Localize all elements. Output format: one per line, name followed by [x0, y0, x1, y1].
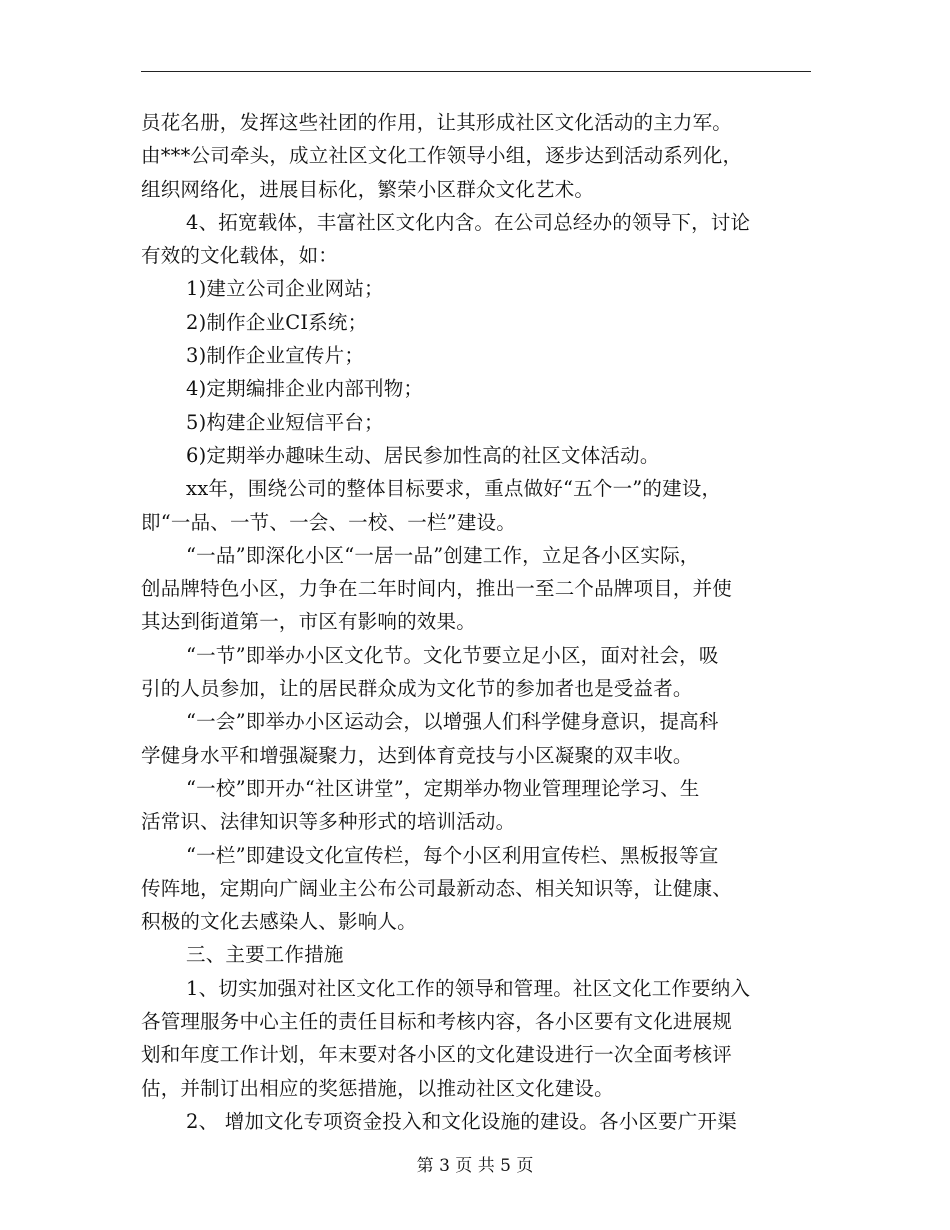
page-footer: 第 3 页 共 5 页 — [416, 1156, 534, 1176]
text-line: 员花名册，发挥这些社团的作用，让其形成社区文化活动的主力军。 — [141, 111, 733, 134]
text-line: “一校”即开办“社区讲堂”，定期举办物业管理理论学习、生 — [186, 776, 700, 800]
header-rule — [141, 71, 811, 72]
text-line: “一节”即举办小区文化节。文化节要立足小区，面对社会，吸 — [186, 643, 719, 667]
text-line: 学健身水平和增强凝聚力，达到体育竞技与小区凝聚的双丰收。 — [141, 743, 693, 767]
text-line: 4、拓宽载体，丰富社区文化内含。在公司总经办的领导下，讨论 — [186, 210, 751, 234]
text-line: “一栏”即建设文化宣传栏，每个小区利用宣传栏、黑板报等宣 — [186, 843, 719, 867]
text-line: 组织网络化，进展目标化，繁荣小区群众文化艺术。 — [141, 177, 595, 201]
document-body — [141, 106, 811, 1138]
text-line: 1)建立公司企业网站； — [186, 277, 384, 301]
text-line: 5)构建企业短信平台； — [186, 410, 384, 434]
text-line: 2、 增加文化专项资金投入和文化设施的建设。各小区要广开渠 — [186, 1109, 737, 1133]
text-line: 活常识、法律知识等多种形式的培训活动。 — [141, 810, 516, 834]
text-line: 三、主要工作措施 — [186, 943, 344, 967]
text-line: 即“一品、一节、一会、一校、一栏”建设。 — [141, 510, 516, 534]
text-line: 划和年度工作计划，年末要对各小区的文化建设进行一次全面考核评 — [141, 1043, 733, 1067]
text-line: 1、切实加强对社区文化工作的领导和管理。社区文化工作要纳入 — [186, 976, 751, 1000]
text-line: xx年，围绕公司的整体目标要求，重点做好“五个一”的建设， — [186, 477, 722, 501]
text-line: 4)定期编排企业内部刊物； — [186, 377, 424, 401]
text-line: 3)制作企业宣传片； — [186, 344, 365, 368]
text-line: “一会”即举办小区运动会，以增强人们科学健身意识，提高科 — [186, 710, 719, 734]
text-line: 传阵地，定期向广阔业主公布公司最新动态、相关知识等，让健康、 — [141, 876, 733, 900]
text-line: 积极的文化去感染人、影响人。 — [141, 910, 417, 934]
text-line: 各管理服务中心主任的责任目标和考核内容，各小区要有文化进展规 — [141, 1010, 733, 1034]
text-line: 引的人员参加，让的居民群众成为文化节的参加者也是受益者。 — [141, 677, 693, 701]
text-line: 创品牌特色小区，力争在二年时间内，推出一至二个品牌项目，并使 — [141, 577, 733, 601]
text-line: 由***公司牵头，成立社区文化工作领导小组，逐步达到活动系列化， — [141, 144, 743, 168]
text-line: 6)定期举办趣味生动、居民参加性高的社区文体活动。 — [186, 443, 660, 467]
text-line: 2)制作企业CI系统； — [186, 310, 368, 334]
text-line: 有效的文化载体，如： — [141, 244, 339, 268]
text-line: 其达到街道第一，市区有影响的效果。 — [141, 610, 476, 634]
text-line: 估，并制订出相应的奖惩措施，以推动社区文化建设。 — [141, 1076, 614, 1100]
text-line: “一品”即深化小区“一居一品”创建工作，立足各小区实际， — [186, 543, 700, 567]
